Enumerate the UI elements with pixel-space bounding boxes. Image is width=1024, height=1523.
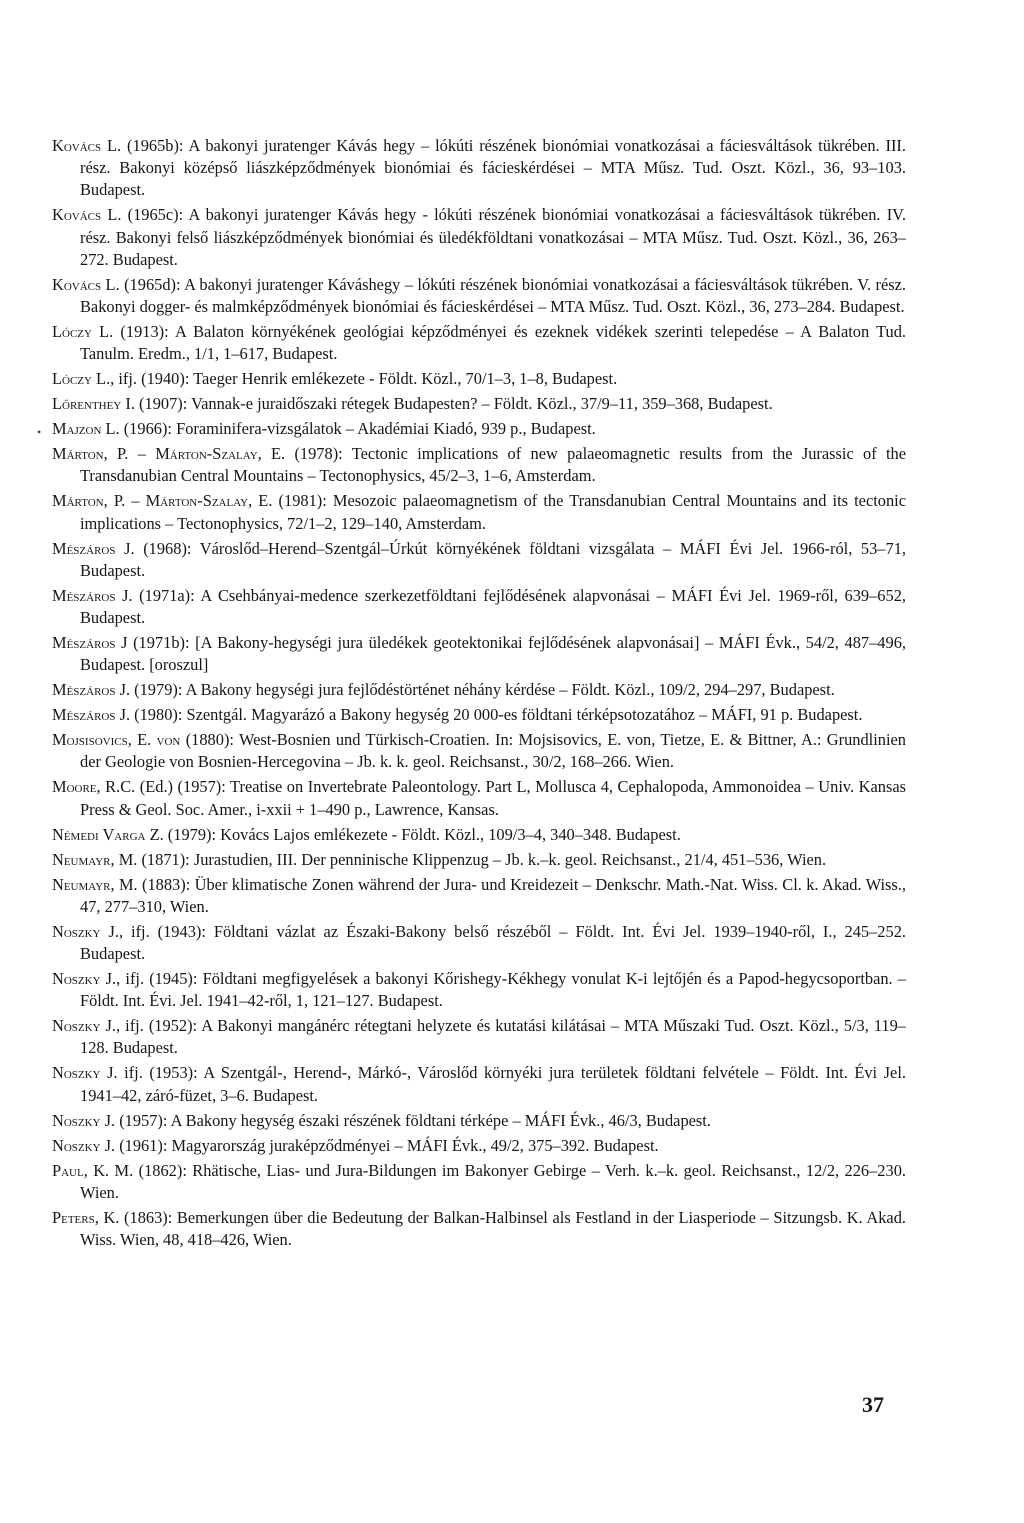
- reference-text: (1965b): A bakonyi juratenger Kávás hegy – lókúti részének bionómiai vonatkozásai a fáciesváltások tükrében. III. rész. Bakonyi középső liászképződmények bionómiai és fácieskérdései – MTA Műsz. Tud. Oszt. Közl., 36, 93–103. Budapest.: [80, 136, 906, 200]
- reference-author: Noszky J.: [52, 969, 117, 989]
- reference-entry: [52, 204, 906, 271]
- reference-entry: [52, 393, 906, 415]
- page-number: 37: [862, 1392, 884, 1417]
- reference-list: [52, 135, 906, 1254]
- reference-entry: [52, 921, 906, 965]
- reference-author: Némedi Varga Z.: [52, 824, 164, 844]
- reference-author: Noszky J.: [52, 1016, 117, 1036]
- reference-author: Noszky J.: [52, 921, 119, 941]
- reference-entry: [52, 704, 906, 726]
- reference-text: (1968): Városlőd–Herend–Szentgál–Úrkút környékének földtani vizsgálata – MÁFI Évi Jel. 1966-ról, 53–71, Budapest.: [80, 538, 906, 580]
- reference-author: Mészáros J.: [52, 585, 133, 605]
- reference-text: (1913): A Balaton környékének geológiai képződményei és ezeknek vidékek szerinti telepedése – A Balaton Tud. Tanulm. Eredm., 1/1, 1–617, Budapest.: [80, 322, 906, 364]
- reference-text: , ifj. (1943): Földtani vázlat az Északi-Bakony belső részéből – Földt. Int. Évi Jel. 1939–1940-ről, I., 245–252. Budapest.: [80, 921, 906, 964]
- reference-text: , ifj. (1952): A Bakonyi mangánérc rétegtani helyzete és kutatási kilátásai – MTA Műszaki Tud. Oszt. Közl., 5/3, 119–128. Budapest.: [80, 1016, 906, 1058]
- reference-author: Mészáros J.: [52, 680, 131, 700]
- reference-entry: [52, 968, 906, 1012]
- reference-author: Moore, R.C.: [52, 777, 136, 797]
- reference-author: Neumayr, M.: [52, 849, 138, 869]
- reference-author: Lóczy L.: [52, 322, 114, 342]
- reference-entry: [52, 585, 906, 629]
- reference-author: Kovács L.: [52, 136, 122, 155]
- reference-text: (1965c): A bakonyi juratenger Kávás hegy - lókúti részének bionómiai vonatkozásai a fáciesváltások tükrében. IV. rész. Bakonyi felső liászképződmények bionómiai és üledékföldtani vonatkozásai – MTA Műsz. Tud. Oszt. Közl., 36, 263–272. Budapest.: [80, 205, 906, 269]
- reference-entry: [52, 490, 906, 534]
- reference-entry: [52, 418, 906, 440]
- reference-entry: [52, 321, 906, 365]
- reference-text: (Ed.) (1957): Treatise on Invertebrate Paleontology. Part L, Mollusca 4, Cephalopoda, Ammonoidea – Univ. Kansas Press & Geol. Soc. Amer., i-xxii + 1–490 p., Lawrence, Kansas.: [80, 777, 906, 819]
- reference-text: (1978): Tectonic implications of new palaeomagnetic results from the Jurassic of the Transdanubian Central Mountains – Tectonophysics, 45/2–3, 1–6, Amsterdam.: [80, 444, 907, 486]
- reference-author: Mészáros J.: [52, 538, 135, 558]
- reference-entry: [52, 1207, 906, 1251]
- reference-author: Noszky J.: [52, 1063, 118, 1083]
- reference-author: Kovács L.: [52, 205, 122, 225]
- reference-text: , ifj. (1940): Taeger Henrik emlékezete - Földt. Közl., 70/1–3, 1–8, Budapest.: [110, 369, 618, 389]
- reference-text: (1957): A Bakony hegység északi részének földtani térképe – MÁFI Évk., 46/3, Budapest.: [115, 1110, 711, 1130]
- reference-entry: [52, 1160, 906, 1204]
- reference-author: Noszky J.: [52, 1135, 116, 1155]
- reference-author: Paul, K. M.: [52, 1160, 134, 1180]
- reference-author: Lóczy L.: [52, 369, 111, 389]
- reference-author: Majzon L.: [52, 419, 120, 439]
- reference-author: Mészáros J.: [52, 705, 131, 725]
- reference-text: (1863): Bemerkungen über die Bedeutung der Balkan-Halbinsel als Festland in der Liasperiode – Sitzungsb. K. Akad. Wiss. Wien, 48, 418–426, Wien.: [80, 1207, 906, 1250]
- reference-text: (1971b): [A Bakony-hegységi jura üledékek geotektonikai fejlődésének alapvonásai] – MÁFI Évk., 54/2, 487–496, Budapest. [oroszul]: [80, 633, 906, 675]
- reference-text: (1883): Über klimatische Zonen während der Jura- und Kreidezeit – Denkschr. Math.-Nat. Wiss. Cl. k. Akad. Wiss., 47, 277–310, Wien.: [80, 874, 906, 916]
- reference-entry: [52, 368, 906, 390]
- reference-text: (1880): West-Bosnien und Türkisch-Croatien. In: Mojsisovics, E. von, Tietze, E. & Bittner, A.: Grundlinien der Geologie von Bosnien-Hercegovina – Jb. k. k. geol. Reichsanst., 30/2, 168–266. Wien.: [80, 730, 906, 772]
- reference-entry: [52, 538, 906, 582]
- reference-entry: [52, 849, 906, 871]
- reference-text: (1907): Vannak-e juraidőszaki rétegek Budapesten? – Földt. Közl., 37/9–11, 359–368, Budapest.: [134, 394, 773, 414]
- reference-text: (1871): Jurastudien, III. Der penninische Klippenzug – Jb. k.–k. geol. Reichsanst., 21/4, 451–536, Wien.: [137, 849, 827, 869]
- reference-entry: [52, 632, 906, 676]
- reference-text: (1965d): A bakonyi juratenger Káváshegy – lókúti részének bionómiai vonatkozásai a fáciesváltások tükrében. V. rész. Bakonyi dogger- és malmképződmények bionómiai és fácieskérdései – MTA Műsz. Tud. Oszt. Közl., 36, 273–284. Budapest.: [80, 274, 906, 317]
- reference-text: (1862): Rhätische, Lias- und Jura-Bildungen im Bakonyer Gebirge – Verh. k.–k. geol. Reichsanst., 12/2, 226–230. Wien.: [80, 1160, 906, 1202]
- reference-author: Lőrenthey I.: [52, 394, 135, 414]
- reference-entry: [52, 135, 906, 202]
- reference-text: (1979): Kovács Lajos emlékezete - Földt. Közl., 109/3–4, 340–348. Budapest.: [163, 824, 681, 844]
- reference-text: (1979): A Bakony hegységi jura fejlődéstörténet néhány kérdése – Földt. Közl., 109/2, 294–297, Budapest.: [130, 680, 835, 700]
- reference-author: Mojsisovics, E. von: [52, 730, 181, 750]
- reference-text: (1981): Mesozoic palaeomagnetism of the Transdanubian Central Mountains and its tectonic implications – Tectonophysics, 72/1–2, 129–140, Amsterdam.: [80, 491, 906, 533]
- reference-author: Kovács L.: [52, 274, 120, 294]
- reference-author: Peters, K.: [52, 1207, 120, 1227]
- reference-entry: [52, 776, 906, 820]
- reference-entry: [52, 443, 906, 487]
- reference-author: Márton, P. – Márton-Szalay, E.: [52, 491, 273, 511]
- reference-entry: [52, 1015, 906, 1059]
- reference-author: Mészáros J: [52, 633, 128, 653]
- reference-text: (1980): Szentgál. Magyarázó a Bakony hegység 20 000-es földtani térképsotozatához – MÁFI, 91 p. Budapest.: [130, 705, 863, 725]
- reference-author: Noszky J.: [52, 1110, 116, 1130]
- reference-author: Neumayr, M.: [52, 874, 138, 894]
- reference-entry: [52, 824, 906, 846]
- reference-entry: [52, 1135, 906, 1157]
- reference-text: (1966): Foraminifera-vizsgálatok – Akadémiai Kiadó, 939 p., Budapest.: [119, 419, 596, 439]
- reference-entry: [52, 1062, 906, 1106]
- reference-entry: [52, 679, 906, 701]
- reference-text: (1961): Magyarország juraképződményei – MÁFI Évk., 49/2, 375–392. Budapest.: [115, 1135, 659, 1155]
- reference-text: (1971a): A Csehbányai-medence szerkezetföldtani fejlődésének alapvonásai – MÁFI Évi Jel. 1969-ről, 639–652, Budapest.: [80, 585, 906, 628]
- reference-entry: [52, 729, 906, 773]
- reference-text: ifj. (1953): A Szentgál-, Herend-, Márkó-, Városlőd környéki jura területek földtani felvétele – Földt. Int. Évi Jel. 1941–42, záró-füzet, 3–6. Budapest.: [80, 1063, 906, 1105]
- reference-text: , ifj. (1945): Földtani megfigyelések a bakonyi Kőrishegy-Kékhegy vonulat K-i lejtőjén és a Papod-hegycsoportban. – Földt. Int. Évi. Jel. 1941–42-ről, 1, 121–127. Budapest.: [80, 969, 906, 1011]
- reference-entry: [52, 874, 906, 918]
- reference-entry: [52, 1110, 906, 1132]
- reference-author: Márton, P. – Márton-Szalay, E.: [52, 444, 286, 464]
- reference-entry: [52, 274, 906, 318]
- margin-mark: •: [37, 425, 42, 439]
